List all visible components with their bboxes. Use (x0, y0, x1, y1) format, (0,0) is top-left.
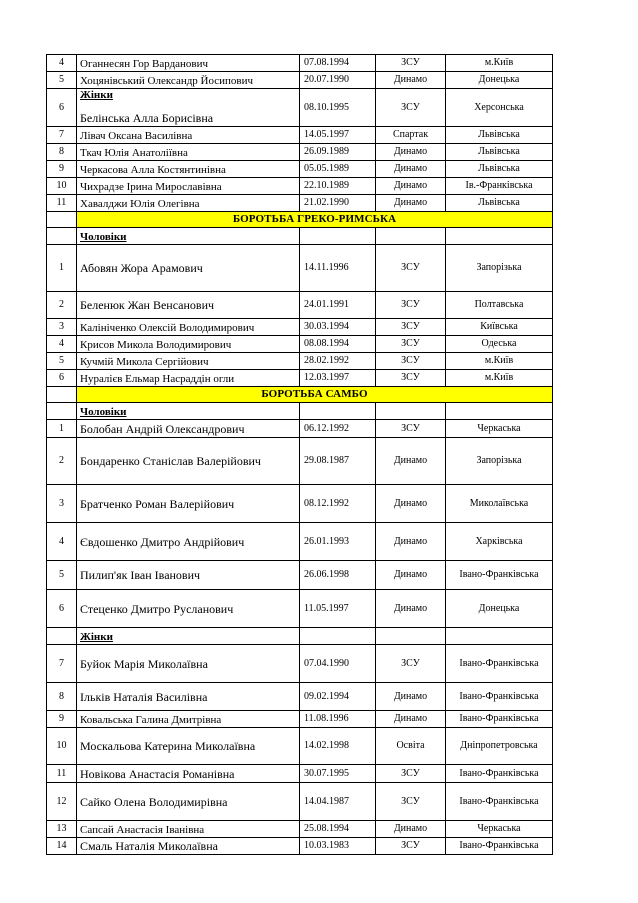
row-number: 11 (47, 195, 77, 212)
gender-label: Жінки (80, 631, 113, 643)
birth-date: 08.10.1995 (300, 89, 376, 127)
organization: Динамо (376, 523, 446, 561)
athlete-name: Крисов Микола Володимирович (80, 339, 232, 351)
table-row (47, 195, 553, 212)
birth-date: 21.02.1990 (300, 195, 376, 212)
row-number: 4 (47, 523, 77, 561)
athlete-name-cell (77, 161, 300, 178)
athlete-name: Чихрадзе Ірина Мирославівна (80, 181, 222, 193)
organization: Динамо (376, 561, 446, 590)
gender-label: Жінки (80, 89, 113, 101)
table-row (47, 336, 553, 353)
organization: ЗСУ (376, 292, 446, 319)
birth-date: 10.03.1983 (300, 838, 376, 855)
birth-date: 25.08.1994 (300, 821, 376, 838)
organization: Динамо (376, 438, 446, 485)
birth-date: 09.02.1994 (300, 683, 376, 711)
birth-date: 14.11.1996 (300, 245, 376, 292)
region: Донецька (446, 72, 553, 89)
athlete-name: Новікова Анастасія Романівна (80, 766, 235, 781)
birth-date-cell (300, 403, 376, 420)
region: Дніпропетровська (446, 728, 553, 765)
athlete-roster-table (46, 54, 553, 855)
athlete-name: Братченко Роман Валерійович (80, 496, 235, 511)
birth-date: 07.08.1994 (300, 55, 376, 72)
table-row (47, 523, 553, 561)
athlete-name-cell (77, 55, 300, 72)
athlete-name: Нуралієв Ельмар Насраддін огли (80, 373, 235, 385)
table-row (47, 590, 553, 628)
region: Київська (446, 319, 553, 336)
birth-date: 26.01.1993 (300, 523, 376, 561)
gender-label: Чоловіки (80, 231, 127, 243)
row-number-cell (47, 403, 77, 420)
row-number: 5 (47, 561, 77, 590)
birth-date: 06.12.1992 (300, 420, 376, 438)
region: Одеська (446, 336, 553, 353)
region: Херсонська (446, 89, 553, 127)
organization: Спартак (376, 127, 446, 144)
row-number: 8 (47, 144, 77, 161)
row-number: 12 (47, 783, 77, 821)
athlete-name: Стеценко Дмитро Русланович (80, 601, 234, 616)
athlete-name: Смаль Наталія Миколаївна (80, 839, 218, 853)
athlete-name-cell (77, 89, 300, 127)
table-row (47, 765, 553, 783)
organization: Освіта (376, 728, 446, 765)
birth-date: 30.07.1995 (300, 765, 376, 783)
organization: Динамо (376, 821, 446, 838)
organization: Динамо (376, 161, 446, 178)
row-number: 9 (47, 161, 77, 178)
athlete-name-cell (77, 245, 300, 292)
athlete-name: Болобан Андрій Олександрович (80, 421, 245, 436)
athlete-name-cell (77, 645, 300, 683)
organization: ЗСУ (376, 838, 446, 855)
birth-date: 29.08.1987 (300, 438, 376, 485)
row-number: 6 (47, 370, 77, 387)
row-number: 14 (47, 838, 77, 855)
athlete-name: Ткач Юлія Анатоліївна (80, 147, 188, 159)
roster-body (47, 55, 553, 855)
athlete-name: Хавалджи Юлія Олегівна (80, 198, 200, 210)
region: Івано-Франківська (446, 765, 553, 783)
organization: Динамо (376, 195, 446, 212)
athlete-name: Лівач Оксана Василівна (80, 130, 193, 142)
region: Запорізька (446, 438, 553, 485)
region: Івано-Франківська (446, 561, 553, 590)
athlete-name-cell (77, 370, 300, 387)
athlete-name: Сапсай Анастасія Іванівна (80, 824, 205, 836)
table-row (47, 561, 553, 590)
gender-subheader-row (47, 403, 553, 420)
organization: ЗСУ (376, 783, 446, 821)
region: Івано-Франківська (446, 783, 553, 821)
sport-title: БОРОТЬБА ГРЕКО-РИМСЬКА (77, 212, 553, 228)
organization-cell (376, 403, 446, 420)
table-row (47, 711, 553, 728)
table-row (47, 72, 553, 89)
organization-cell (376, 628, 446, 645)
table-row (47, 245, 553, 292)
region-cell (446, 403, 553, 420)
organization: ЗСУ (376, 336, 446, 353)
table-row (47, 438, 553, 485)
organization: Динамо (376, 711, 446, 728)
region-cell (446, 628, 553, 645)
table-row (47, 55, 553, 72)
row-number: 13 (47, 821, 77, 838)
athlete-name-cell (77, 336, 300, 353)
birth-date: 20.07.1990 (300, 72, 376, 89)
region: Івано-Франківська (446, 683, 553, 711)
organization: Динамо (376, 590, 446, 628)
athlete-name-cell (77, 683, 300, 711)
athlete-name: Ільків Наталія Василівна (80, 689, 208, 704)
athlete-name: Сайко Олена Володимирівна (80, 794, 228, 809)
region: Львівська (446, 161, 553, 178)
birth-date: 30.03.1994 (300, 319, 376, 336)
table-row (47, 319, 553, 336)
table-row (47, 728, 553, 765)
organization: Динамо (376, 144, 446, 161)
table-row (47, 645, 553, 683)
athlete-name-cell (77, 561, 300, 590)
birth-date: 28.02.1992 (300, 353, 376, 370)
region: Запорізька (446, 245, 553, 292)
table-row (47, 127, 553, 144)
athlete-name: Калініченко Олексій Володимирович (80, 322, 255, 334)
birth-date: 07.04.1990 (300, 645, 376, 683)
table-row (47, 178, 553, 195)
region: м.Київ (446, 353, 553, 370)
athlete-name-cell (77, 523, 300, 561)
athlete-name: Хоцянівський Олександр Йосипович (80, 75, 254, 87)
birth-date: 14.02.1998 (300, 728, 376, 765)
gender-subheader-row (47, 228, 553, 245)
birth-date: 24.01.1991 (300, 292, 376, 319)
row-number: 4 (47, 55, 77, 72)
region: Черкаська (446, 420, 553, 438)
athlete-name: Белінська Алла Борисівна (80, 111, 214, 125)
row-number: 9 (47, 711, 77, 728)
athlete-name-cell (77, 821, 300, 838)
table-row (47, 144, 553, 161)
table-row (47, 292, 553, 319)
birth-date: 26.06.1998 (300, 561, 376, 590)
athlete-name: Бондаренко Станіслав Валерійович (80, 454, 261, 468)
athlete-name-cell (77, 144, 300, 161)
region: Львівська (446, 144, 553, 161)
row-number-cell (47, 228, 77, 245)
region: Донецька (446, 590, 553, 628)
athlete-name-cell (77, 728, 300, 765)
table-row (47, 838, 553, 855)
athlete-name-cell (77, 292, 300, 319)
region-cell (446, 228, 553, 245)
athlete-name-cell (77, 195, 300, 212)
athlete-name: Кучмій Микола Сергійович (80, 356, 209, 368)
sport-title: БОРОТЬБА САМБО (77, 387, 553, 403)
region: Івано-Франківська (446, 711, 553, 728)
row-number: 11 (47, 765, 77, 783)
gender-cell (77, 228, 300, 245)
region: Полтавська (446, 292, 553, 319)
row-number: 3 (47, 319, 77, 336)
athlete-name: Черкасова Алла Костянтинівна (80, 164, 226, 176)
athlete-name-cell (77, 765, 300, 783)
athlete-name-cell (77, 590, 300, 628)
organization-cell (376, 228, 446, 245)
region: м.Київ (446, 55, 553, 72)
athlete-name-cell (77, 783, 300, 821)
sport-header-row (47, 387, 553, 403)
row-number: 1 (47, 420, 77, 438)
row-number-cell (47, 212, 77, 228)
gender-cell (77, 628, 300, 645)
table-row (47, 485, 553, 523)
gender-label: Чоловіки (80, 406, 127, 418)
gender-cell (77, 403, 300, 420)
athlete-name-cell (77, 420, 300, 438)
athlete-name: Ковальська Галина Дмитрівна (80, 714, 222, 726)
birth-date: 22.10.1989 (300, 178, 376, 195)
athlete-name-cell (77, 178, 300, 195)
birth-date: 14.04.1987 (300, 783, 376, 821)
athlete-name: Буйок Марія Миколаївна (80, 656, 208, 671)
athlete-name-cell (77, 353, 300, 370)
sport-header-row (47, 212, 553, 228)
athlete-name: Москальова Катерина Миколаївна (80, 739, 256, 753)
row-number: 10 (47, 178, 77, 195)
table-row (47, 161, 553, 178)
athlete-name: Євдошенко Дмитро Андрійович (80, 534, 245, 549)
row-number: 6 (47, 590, 77, 628)
region: Харківська (446, 523, 553, 561)
row-number: 10 (47, 728, 77, 765)
row-number: 4 (47, 336, 77, 353)
organization: Динамо (376, 683, 446, 711)
region: Івано-Франківська (446, 645, 553, 683)
athlete-name-cell (77, 711, 300, 728)
birth-date: 08.12.1992 (300, 485, 376, 523)
athlete-name-cell (77, 838, 300, 855)
row-number: 6 (47, 89, 77, 127)
athlete-name: Беленюк Жан Венсанович (80, 298, 215, 312)
birth-date: 11.08.1996 (300, 711, 376, 728)
organization: ЗСУ (376, 353, 446, 370)
row-number: 5 (47, 353, 77, 370)
organization: ЗСУ (376, 765, 446, 783)
organization: Динамо (376, 485, 446, 523)
organization: ЗСУ (376, 645, 446, 683)
row-number: 1 (47, 245, 77, 292)
birth-date: 11.05.1997 (300, 590, 376, 628)
organization: Динамо (376, 72, 446, 89)
organization: ЗСУ (376, 420, 446, 438)
table-row (47, 821, 553, 838)
table-row (47, 783, 553, 821)
birth-date: 08.08.1994 (300, 336, 376, 353)
region: Львівська (446, 195, 553, 212)
row-number: 7 (47, 127, 77, 144)
athlete-name: Абовян Жора Арамович (80, 261, 203, 275)
row-number: 2 (47, 292, 77, 319)
organization: ЗСУ (376, 89, 446, 127)
table-row (47, 420, 553, 438)
organization: ЗСУ (376, 245, 446, 292)
row-number: 8 (47, 683, 77, 711)
birth-date-cell (300, 228, 376, 245)
region: Черкаська (446, 821, 553, 838)
birth-date: 05.05.1989 (300, 161, 376, 178)
organization: Динамо (376, 178, 446, 195)
row-number: 7 (47, 645, 77, 683)
gender-subheader-row (47, 628, 553, 645)
row-number: 5 (47, 72, 77, 89)
athlete-name-cell (77, 127, 300, 144)
region: Львівська (446, 127, 553, 144)
row-number: 3 (47, 485, 77, 523)
athlete-name: Оганнесян Гор Варданович (80, 58, 209, 70)
region: Миколаївська (446, 485, 553, 523)
table-row (47, 353, 553, 370)
birth-date: 26.09.1989 (300, 144, 376, 161)
table-row (47, 683, 553, 711)
birth-date: 12.03.1997 (300, 370, 376, 387)
athlete-name-cell (77, 438, 300, 485)
organization: ЗСУ (376, 370, 446, 387)
table-row (47, 370, 553, 387)
organization: ЗСУ (376, 319, 446, 336)
region: Ів.-Франківська (446, 178, 553, 195)
athlete-name-cell (77, 485, 300, 523)
organization: ЗСУ (376, 55, 446, 72)
athlete-name-cell (77, 72, 300, 89)
region: м.Київ (446, 370, 553, 387)
row-number-cell (47, 628, 77, 645)
birth-date-cell (300, 628, 376, 645)
athlete-name-cell (77, 319, 300, 336)
row-number: 2 (47, 438, 77, 485)
row-number-cell (47, 387, 77, 403)
birth-date: 14.05.1997 (300, 127, 376, 144)
region: Івано-Франківська (446, 838, 553, 855)
athlete-name: Пилип'як Іван Іванович (80, 568, 201, 582)
table-row (47, 89, 553, 127)
